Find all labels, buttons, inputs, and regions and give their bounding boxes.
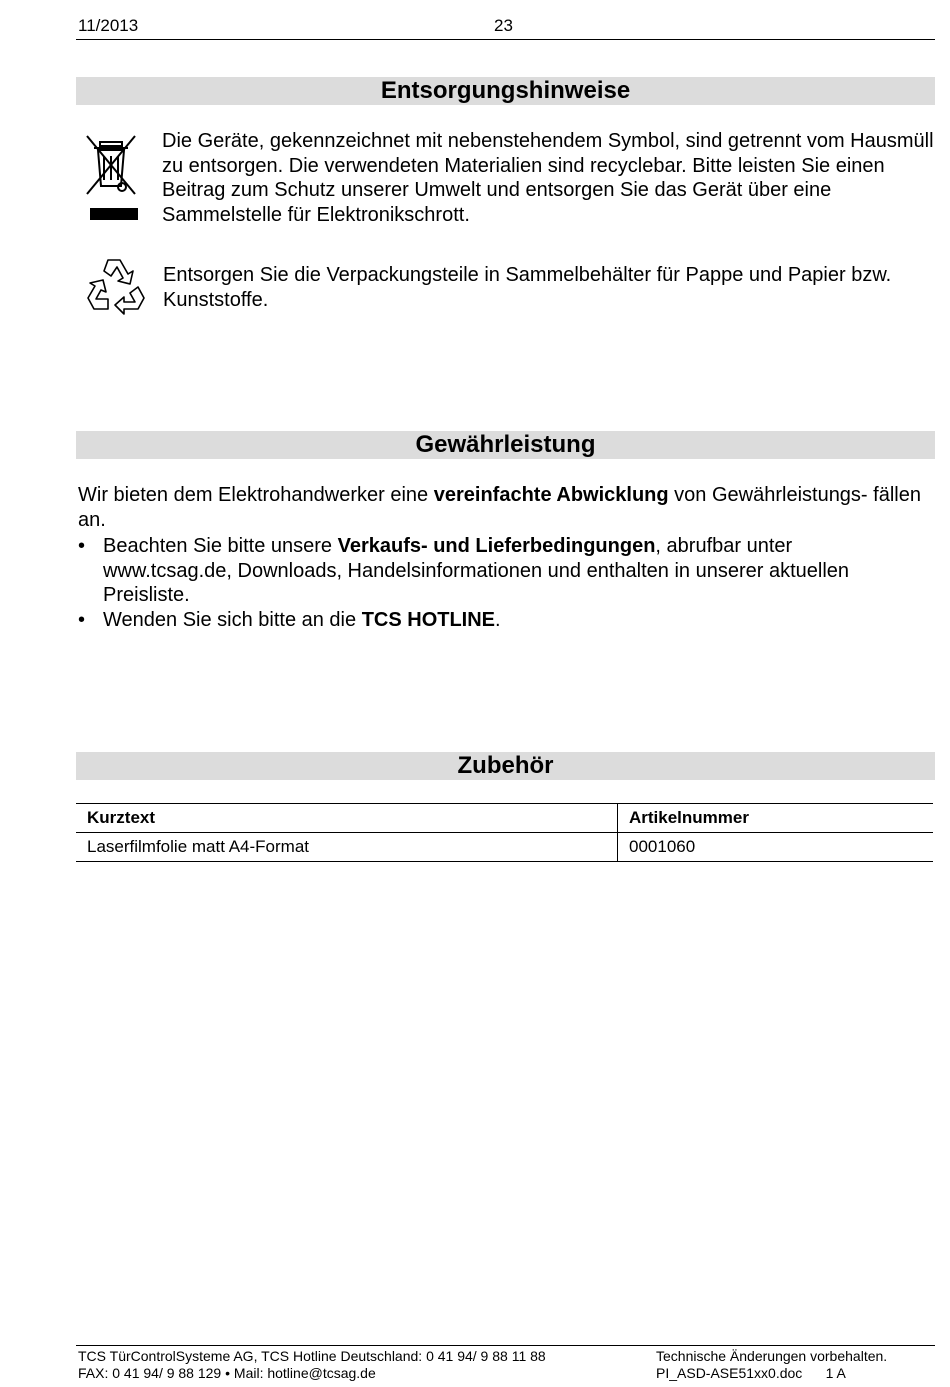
- footer-document-id: PI_ASD-ASE51xx0.doc 1 A: [656, 1365, 846, 1381]
- bullet2-post: .: [495, 609, 501, 631]
- recycling-symbol-icon: [86, 254, 146, 316]
- page-number: 23: [494, 16, 513, 35]
- footer-company-hotline: TCS TürControlSysteme AG, TCS Hotline Deutschland: 0 41 94/ 9 88 11 88: [78, 1348, 546, 1364]
- bullet2-bold: TCS HOTLINE: [361, 609, 496, 631]
- table-cell-artikelnummer: 0001060: [618, 833, 934, 862]
- bullet2-pre: Wenden Sie sich bitte an die: [103, 609, 362, 631]
- warranty-intro-pre: Wir bieten dem Elektrohandwerker eine: [78, 484, 434, 506]
- footer-rule: [76, 1345, 935, 1346]
- warranty-bullet-terms: [78, 534, 918, 608]
- crossed-out-wheelie-bin-icon: [84, 132, 140, 224]
- header-rule: [76, 39, 935, 40]
- table-header-row: [76, 804, 933, 833]
- accessories-section-title: Zubehör: [76, 752, 935, 780]
- disposal-section-title: Entsorgungshinweise: [76, 77, 935, 105]
- column-header-artikelnummer: Artikelnummer: [618, 804, 934, 833]
- bullet1-pre: Beachten Sie bitte unsere: [103, 535, 338, 557]
- warranty-intro: [78, 483, 923, 532]
- warranty-bullet-terms-text: [103, 534, 923, 608]
- bullet1-post: , abrufbar unter www.tcsag.de, Downloads, Handelsinformationen und enthalten in unserer aktuellen Preisliste.: [103, 535, 850, 606]
- warranty-bullet-hotline-text: [103, 608, 923, 633]
- warranty-intro-post: von Gewährleistungs- fällen an.: [78, 484, 921, 531]
- footer-fax-mail: FAX: 0 41 94/ 9 88 129 • Mail: hotline@tcsag.de: [78, 1365, 376, 1381]
- packaging-disposal-text: Entsorgen Sie die Verpackungsteile in Sammelbehälter für Pappe und Papier bzw. Kunststoffe.: [163, 264, 892, 311]
- warranty-section-title: Gewährleistung: [76, 431, 935, 459]
- table-row: [76, 833, 933, 862]
- bullet-dot-icon: •: [78, 609, 86, 631]
- bullet-dot-icon: •: [78, 535, 86, 557]
- warranty-intro-bold: vereinfachte Abwicklung: [433, 484, 669, 506]
- bullet1-bold: Verkaufs- und Lieferbedingungen: [337, 535, 656, 557]
- weee-disposal-text: Die Geräte, gekennzeichnet mit nebenstehendem Symbol, sind getrennt vom Hausmüll zu entsorgen. Die verwendeten Materialien sind recyclebar. Bitte leisten Sie einen Beitrag zum Schutz unserer Umwelt und entsorgen Sie das Gerät über eine Sammelstelle für Elektronikschrott.: [162, 130, 934, 226]
- warranty-bullet-hotline: [78, 608, 918, 634]
- footer-changes-notice: Technische Änderungen vorbehalten.: [656, 1348, 888, 1364]
- accessories-table: [76, 803, 933, 862]
- document-date: 11/2013: [78, 16, 139, 35]
- column-header-kurztext: Kurztext: [76, 804, 618, 833]
- table-cell-kurztext: Laserfilmfolie matt A4-Format: [76, 833, 618, 862]
